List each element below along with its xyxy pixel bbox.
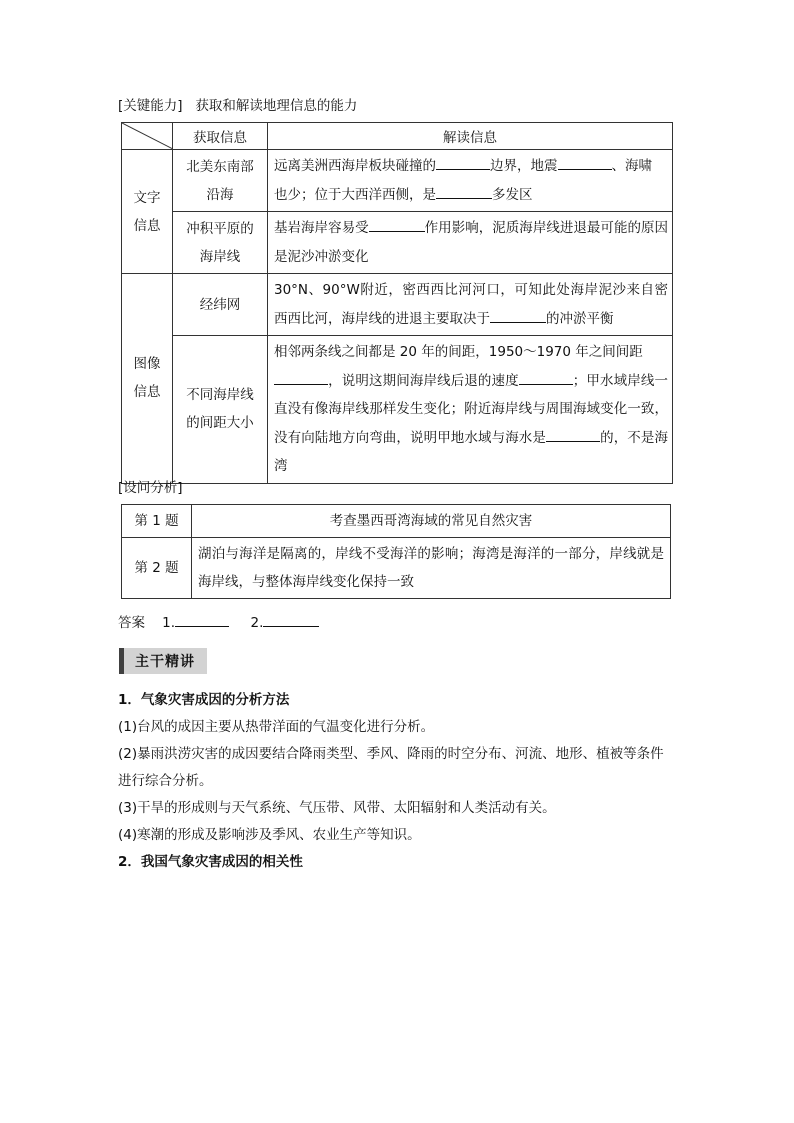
interpret-graticule: 30°N、90°W附近，密西西比河河口，可知此处海岸泥沙来自密西西比河，海岸线的进退主要取决于 的冲淤平衡 <box>268 274 673 336</box>
interpret-coastline-spacing: 相邻两条线之间都是 20 年的间距，1950～1970 年之间间距 ，说明这期间海岸线后退的速度 ；甲水域岸线一直没有像海岸线那样发生变化；附近海岸线与周围海域变化一致，没有向陆地方向弯曲，说明甲地水域与海水是 的，不是海湾 <box>268 336 673 484</box>
group-label-text: 文字 信息 <box>122 150 173 274</box>
banner-title: 主干精讲 <box>135 654 195 670</box>
fill-blank[interactable] <box>546 427 600 442</box>
table-header-row <box>122 123 673 150</box>
answer-blank-2[interactable] <box>263 612 319 627</box>
group-label-image: 图像 信息 <box>122 274 173 484</box>
fill-blank[interactable] <box>519 370 573 385</box>
question-analysis-title: [设问分析] <box>118 480 183 496</box>
fill-blank[interactable] <box>490 308 546 323</box>
question-2-label: 第 2 题 <box>122 538 192 599</box>
heading-2: 2．我国气象灾害成因的相关性 <box>118 854 303 870</box>
section-title: [关键能力] 获取和解读地理信息的能力 <box>118 98 358 114</box>
question-1-label: 第 1 题 <box>122 505 192 538</box>
table-row <box>122 538 671 599</box>
header-interpret: 解读信息 <box>268 123 673 150</box>
header-obtain: 获取信息 <box>173 123 268 150</box>
question-table <box>121 504 671 599</box>
paragraph-2a: (2)暴雨洪涝灾害的成因要结合降雨类型、季风、降雨的时空分布、河流、地形、植被等条件 <box>118 746 664 762</box>
banner-accent-bar <box>119 648 124 674</box>
fill-blank[interactable] <box>369 217 425 232</box>
fill-blank[interactable] <box>436 184 492 199</box>
question-2-text: 湖泊与海洋是隔离的，岸线不受海洋的影响；海湾是海洋的一部分，岸线就是海岸线，与整体海岸线变化保持一致 <box>192 538 671 599</box>
table-row <box>122 505 671 538</box>
item-north-america: 北美东南部 沿海 <box>173 150 268 212</box>
fill-blank[interactable] <box>436 155 490 170</box>
paragraph-3: (3)干旱的形成则与天气系统、气压带、风带、太阳辐射和人类活动有关。 <box>118 800 556 816</box>
fill-blank[interactable] <box>558 155 612 170</box>
interpret-alluvial-plain: 基岩海岸容易受 作用影响，泥质海岸线进退最可能的原因是泥沙冲淤变化 <box>268 212 673 274</box>
diagonal-cell <box>122 123 173 150</box>
interpret-north-america: 远离美洲西海岸板块碰撞的 边界，地震 、海啸 也少；位于大西洋西侧，是 多发区 <box>268 150 673 212</box>
item-graticule: 经纬网 <box>173 274 268 336</box>
question-1-text: 考查墨西哥湾海域的常见自然灾害 <box>192 505 671 538</box>
table-row <box>122 150 673 212</box>
table-row <box>122 212 673 274</box>
item-coastline-spacing: 不同海岸线 的间距大小 <box>173 336 268 484</box>
answer-line: 答案 1. 2. <box>118 612 319 633</box>
paragraph-2b: 进行综合分析。 <box>118 773 213 789</box>
section-banner <box>119 648 207 674</box>
item-alluvial-plain: 冲积平原的 海岸线 <box>173 212 268 274</box>
heading-1: 1．气象灾害成因的分析方法 <box>118 692 290 708</box>
table-row <box>122 274 673 336</box>
table-row <box>122 336 673 484</box>
answer-blank-1[interactable] <box>175 612 229 627</box>
ability-table <box>121 122 673 484</box>
paragraph-1: (1)台风的成因主要从热带洋面的气温变化进行分析。 <box>118 719 435 735</box>
fill-blank[interactable] <box>274 370 328 385</box>
paragraph-4: (4)寒潮的形成及影响涉及季风、农业生产等知识。 <box>118 827 421 843</box>
